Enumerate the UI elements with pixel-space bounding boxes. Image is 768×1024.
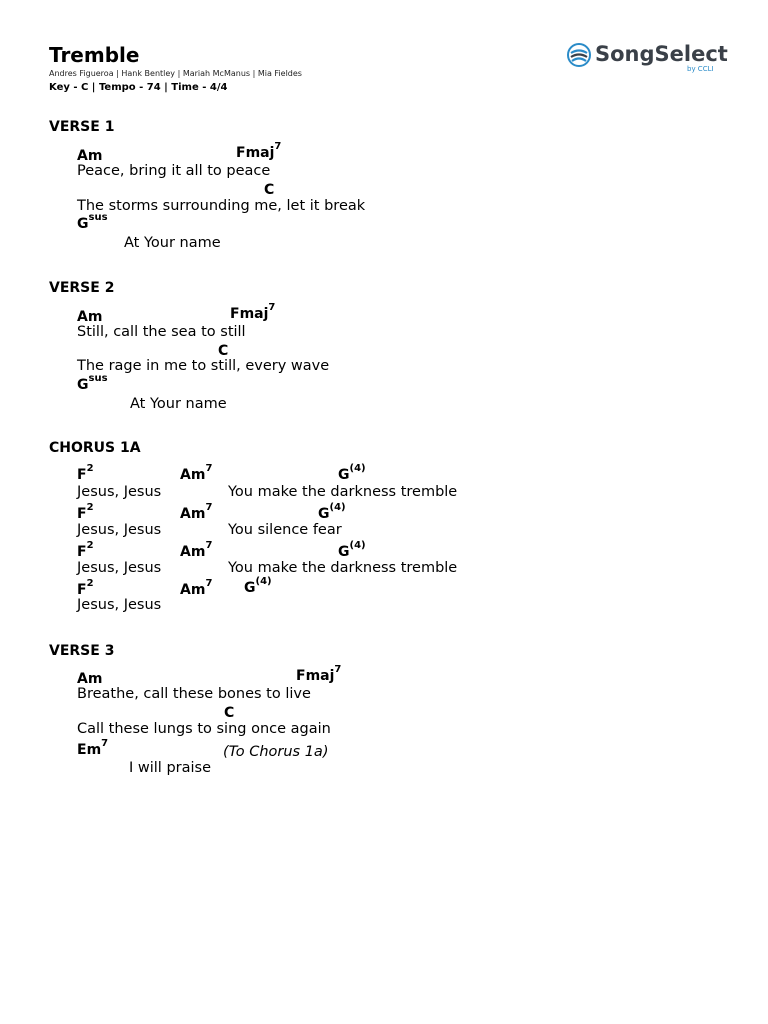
chord: Am bbox=[77, 309, 103, 325]
lyric-line: Still, call the sea to still bbox=[77, 324, 246, 340]
verse-2-heading: VERSE 2 bbox=[49, 280, 115, 296]
lyric-line: Call these lungs to sing once again bbox=[77, 721, 331, 737]
chord: Am$^7$ bbox=[180, 540, 213, 560]
chord: Am bbox=[77, 671, 103, 687]
chord: $F^2$ bbox=[77, 578, 94, 598]
chorus-1a-heading: CHORUS 1A bbox=[49, 440, 141, 456]
chord: C bbox=[218, 343, 229, 359]
logo-wordmark: SongSelect bbox=[595, 42, 728, 66]
song-title: Tremble bbox=[49, 43, 140, 67]
chord: Am$^7$ bbox=[180, 463, 213, 483]
lyric-line: You silence fear bbox=[228, 522, 342, 538]
chord: $G^{(4)}$ bbox=[318, 502, 346, 522]
lyric-line: The storms surrounding me, let it break bbox=[77, 198, 366, 214]
chord: Fmaj$^7$ bbox=[296, 664, 342, 684]
song-writers: Andres Figueroa | Hank Bentley | Mariah McManus | Mia Fieldes bbox=[49, 69, 302, 78]
song-meta: Key - C | Tempo - 74 | Time - 4/4 bbox=[49, 82, 228, 93]
lyric-line: Jesus, Jesus bbox=[77, 522, 162, 538]
chord: $F^2$ bbox=[77, 540, 94, 560]
songselect-logo bbox=[566, 40, 726, 80]
chord: $G^{(4)}$ bbox=[338, 463, 366, 483]
logo-by-ccli: by CCLI bbox=[687, 65, 714, 73]
chord: $G^{sus}$ bbox=[77, 373, 108, 393]
lyric-line: Jesus, Jesus bbox=[77, 597, 162, 613]
chord: Fmaj$^7$ bbox=[230, 302, 276, 322]
songselect-logo-icon bbox=[566, 42, 592, 68]
lyric-line: Jesus, Jesus bbox=[77, 484, 162, 500]
chord: $G^{(4)}$ bbox=[244, 576, 272, 596]
lyric-line: At Your name bbox=[130, 396, 227, 412]
lyric-line: You make the darkness tremble bbox=[228, 560, 458, 576]
chord: Am$^7$ bbox=[180, 578, 213, 598]
chord: C bbox=[264, 182, 275, 198]
lyric-line: I will praise bbox=[129, 760, 211, 776]
lyric-line: Peace, bring it all to peace bbox=[77, 163, 271, 179]
lyric-line: At Your name bbox=[124, 235, 221, 251]
lyric-line: The rage in me to still, every wave bbox=[77, 358, 330, 374]
chorus-cue: (To Chorus 1a) bbox=[223, 744, 329, 760]
chord: $F^2$ bbox=[77, 502, 94, 522]
chord: $G^{sus}$ bbox=[77, 212, 108, 232]
verse-3-heading: VERSE 3 bbox=[49, 643, 115, 659]
chord: Am$^7$ bbox=[180, 502, 213, 522]
chord: Fmaj$^7$ bbox=[236, 141, 282, 161]
chord: Am bbox=[77, 148, 103, 164]
lyric-line: You make the darkness tremble bbox=[228, 484, 458, 500]
lyric-line: Jesus, Jesus bbox=[77, 560, 162, 576]
chord: $F^2$ bbox=[77, 463, 94, 483]
chord: $G^{(4)}$ bbox=[338, 540, 366, 560]
chord: Em$^7$ bbox=[77, 738, 109, 758]
verse-1-heading: VERSE 1 bbox=[49, 119, 115, 135]
chord: C bbox=[224, 705, 235, 721]
lyric-line: Breathe, call these bones to live bbox=[77, 686, 311, 702]
